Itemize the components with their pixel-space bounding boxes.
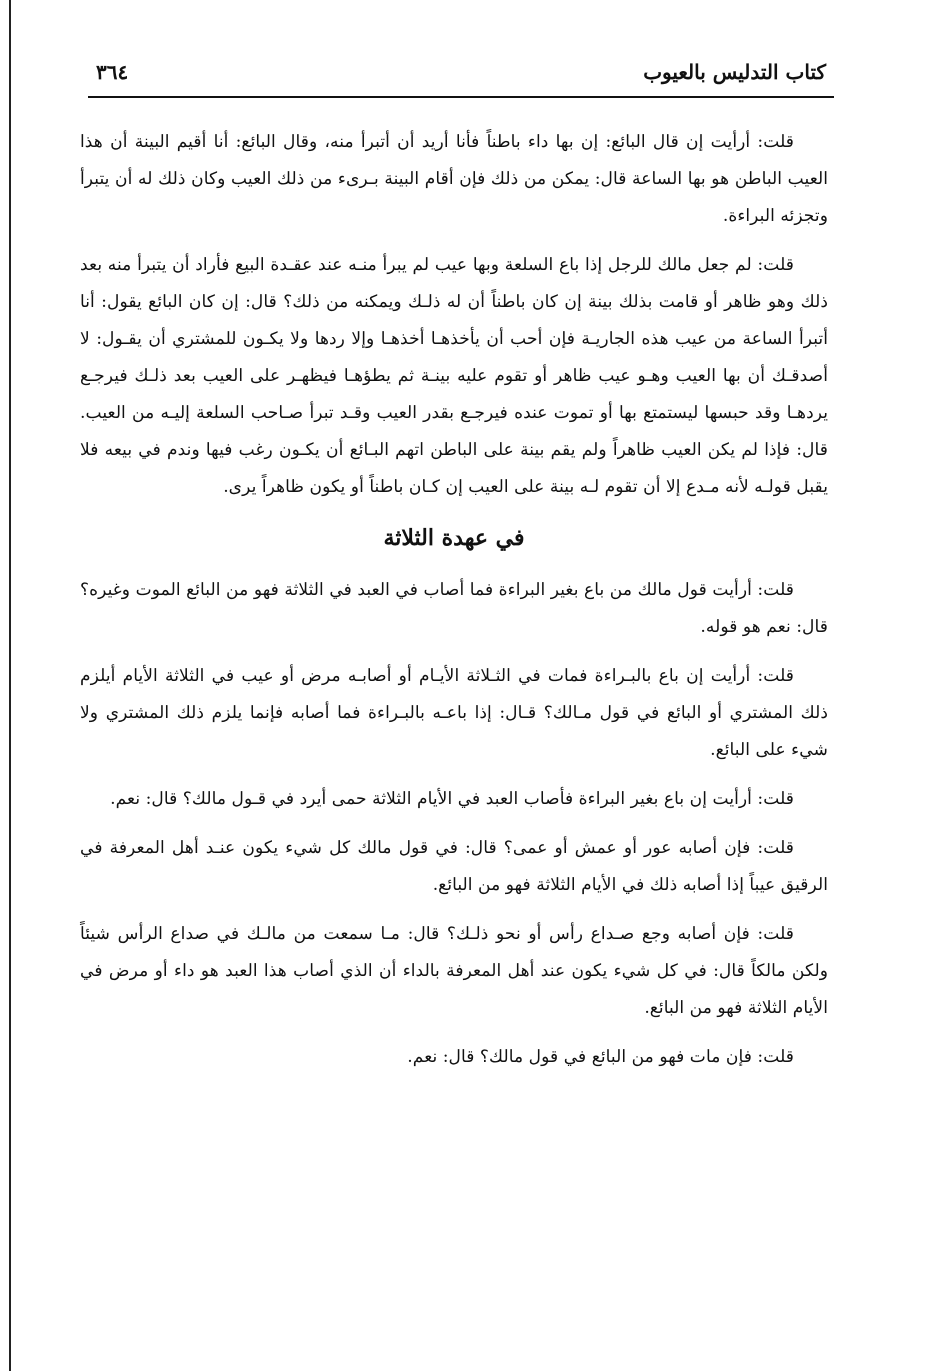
paragraph: قلت: أرأيت قول مالك من باع بغير البراءة فما أصاب في العبد في الثلاثة فهو من البائع الموت وغيره؟ قال: نعم هو قوله. [80, 580, 828, 637]
paragraph: قلت: أرأيت إن باع بالبـراءة فمات في الثـلاثة الأيـام أو أصابـه مرض أو عيب في الثلاثة الأيام أيلزم ذلك المشتري أو البائع في قول مـالك؟ قـال: إذا باعـه بالبـراءة فما أصابه فإنما يلزم ذلك المشتري ولا شيء على البائع. [80, 666, 828, 760]
page-number: ٣٦٤ [96, 60, 129, 84]
paragraph: قلت: فإن أصابه وجع صـداع رأس أو نحو ذلـك؟ قال: مـا سمعت من مالـك في صداع الرأس شيئاً ولكن مالكاً قال: في كل شيء يكون عند أهل المعرفة بالداء أن الذي أصاب هذا العبد هو داء أو مرض في الأيام الثلاثة فهو من البائع. [80, 924, 828, 1018]
paragraph: قلت: فإن مات فهو من البائع في قول مالك؟ قال: نعم. [407, 1047, 794, 1067]
paragraph: قلت: فإن أصابه عور أو عمش أو عمى؟ قال: في قول مالك كل شيء يكون عنـد أهل المعرفة في الرقيق عيباً إذا أصابه ذلك في الأيام الثلاثة فهو من البائع. [80, 838, 828, 895]
paragraph: قلت: أرأيت إن قال البائع: إن بها داء باطناً فأنا أريد أن أتبرأ منه، وقال البائع: أنا أقيم البينة أن هذا العيب الباطن هو بها الساعة قال: يمكن من ذلك فإن أقام البينة بـرىء من ذلك العيب وكان ذلك له أن يتبرأ وتجزئه البراءة. [80, 132, 828, 226]
paragraph: قلت: لم جعل مالك للرجل إذا باع السلعة وبها عيب لم يبرأ منـه عند عقـدة البيع فأراد أن يتبرأ منه بعد ذلك وهو ظاهر أو قامت بذلك بينة إن كان باطناً أن له ذلـك ويمكنه من ذلك؟ قال: إن كان البائع يقول: أنا أتبرأ الساعة من عيب هذه الجاريـة فإن أحب أن يأخذهـا أخذهـا وإلا ردها ولا يكـون للمشتري أن يقـول: لا أصدقـك أن بها العيب وهـو عيب ظاهر أو تقوم عليه بينـة ثم يطؤهـا فيظهـر على العيب بعد ذلـك فيرجـع يردهـا وقد حبسها ليستمتع بها أو تموت عنده فيرجـع بقدر العيب وقـد تبرأ صـاحب السلعة إليـه من العيب. قال: فإذا لم يكن العيب ظاهراً ولم يقم بينة على الباطن اتهم البـائع أن يكـون رغب فيها وندم في بيعه فلا يقبل قولـه لأنه مـدع إلا أن تقوم لـه بينة على العيب إن كـان باطناً أو يكون ظاهراً يرى. [80, 255, 828, 497]
page-header [88, 56, 834, 98]
paragraph: قلت: أرأيت إن باع بغير البراءة فأصاب العبد في الأيام الثلاثة حمى أيرد في قـول مالك؟ قال: نعم. [110, 789, 794, 809]
scan-margin-line [9, 0, 11, 1371]
body-text [80, 124, 828, 1088]
header-rule [88, 96, 834, 98]
section-heading: في عهدة الثلاثة [383, 525, 525, 551]
running-title: كتاب التدليس بالعيوب [643, 60, 826, 84]
